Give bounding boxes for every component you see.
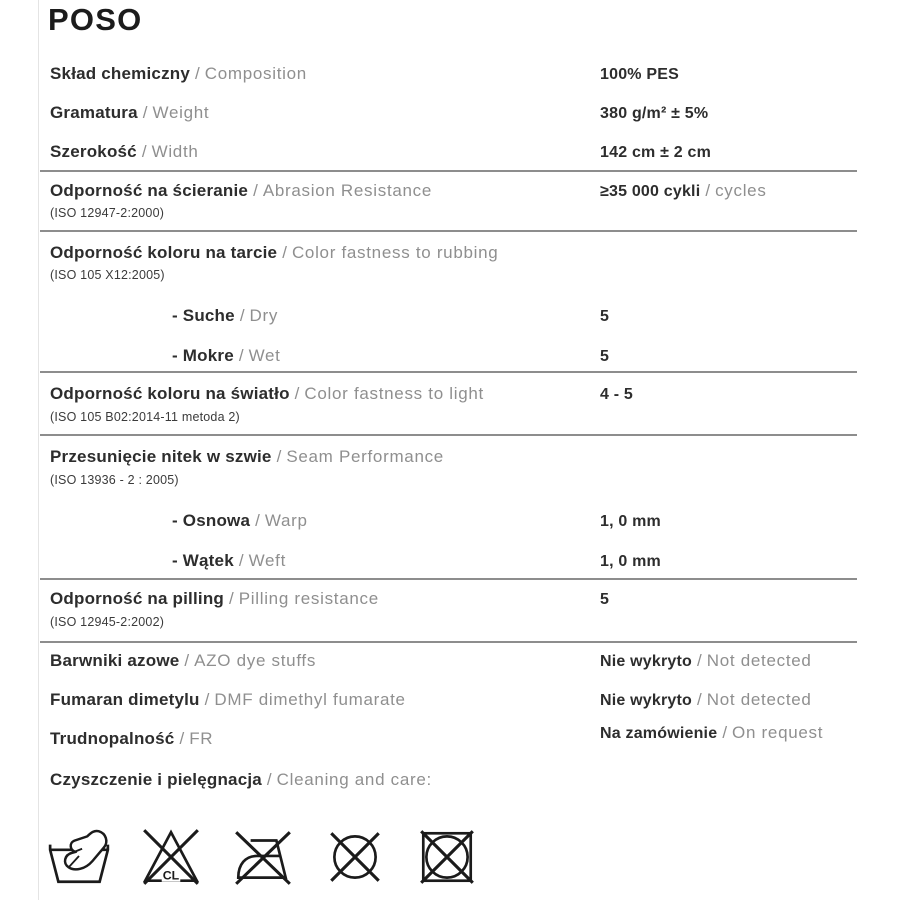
spec-iso-abrasion: (ISO 12947-2:2000) [50, 206, 165, 220]
left-border [38, 0, 39, 900]
spec-value-weight: 380 g/m² ± 5% [600, 105, 709, 122]
hand-wash-icon [46, 824, 112, 890]
do-not-dry-clean-icon [322, 824, 388, 890]
do-not-bleach-icon [138, 824, 204, 890]
spec-label-dmf: Fumaran dimetylu / DMF dimethyl fumarate [50, 690, 406, 709]
spec-value-warp: 1, 0 mm [600, 513, 661, 530]
spec-value-weft: 1, 0 mm [600, 553, 661, 570]
spec-label-composition: Skład chemiczny / Composition [50, 64, 307, 83]
spec-value-composition: 100% PES [600, 66, 679, 83]
spec-label-rubbing-wet: - Mokre / Wet [172, 346, 281, 365]
do-not-iron-icon [230, 824, 296, 890]
spec-value-azo: Nie wykryto / Not detected [600, 651, 812, 670]
spec-iso-rubbing: (ISO 105 X12:2005) [50, 268, 165, 282]
divider [40, 371, 857, 373]
care-heading: Czyszczenie i pielęgnacja / Cleaning and care: [50, 770, 432, 789]
spec-value-rubbing-wet: 5 [600, 348, 610, 365]
spec-value-pilling: 5 [600, 591, 610, 608]
spec-label-fr: Trudnopalność / FR [50, 729, 214, 748]
spec-value-abrasion: ≥35 000 cykli / cycles [600, 181, 767, 200]
spec-value-fr: Na zamówienie / On request [600, 723, 824, 742]
spec-iso-pilling: (ISO 12945-2:2002) [50, 615, 165, 629]
spec-label-pilling: Odporność na pilling / Pilling resistance [50, 589, 379, 608]
spec-value-light: 4 - 5 [600, 386, 634, 403]
product-title: POSO [48, 2, 143, 37]
spec-iso-seam: (ISO 13936 - 2 : 2005) [50, 473, 179, 487]
spec-label-warp: - Osnowa / Warp [172, 511, 308, 530]
spec-value-width: 142 cm ± 2 cm [600, 144, 712, 161]
spec-iso-light: (ISO 105 B02:2014-11 metoda 2) [50, 410, 240, 424]
spec-label-weft: - Wątek / Weft [172, 551, 287, 570]
divider [40, 434, 857, 436]
divider [40, 578, 857, 580]
spec-label-width: Szerokość / Width [50, 142, 199, 161]
spec-label-abrasion: Odporność na ścieranie / Abrasion Resistance [50, 181, 433, 200]
divider [40, 641, 857, 643]
divider [40, 230, 857, 232]
spec-label-rubbing-dry: - Suche / Dry [172, 306, 279, 325]
spec-label-seam: Przesunięcie nitek w szwie / Seam Performance [50, 447, 444, 466]
care-symbols-row [46, 824, 480, 890]
spec-value-rubbing-dry: 5 [600, 308, 610, 325]
spec-label-weight: Gramatura / Weight [50, 103, 210, 122]
spec-label-azo: Barwniki azowe / AZO dye stuffs [50, 651, 317, 670]
spec-label-rubbing: Odporność koloru na tarcie / Color fastness to rubbing [50, 243, 499, 262]
spec-value-dmf: Nie wykryto / Not detected [600, 690, 812, 709]
do-not-tumble-dry-icon [414, 824, 480, 890]
spec-label-light: Odporność koloru na światło / Color fastness to light [50, 384, 484, 403]
cl-text: CL [162, 868, 180, 883]
divider [40, 170, 857, 172]
